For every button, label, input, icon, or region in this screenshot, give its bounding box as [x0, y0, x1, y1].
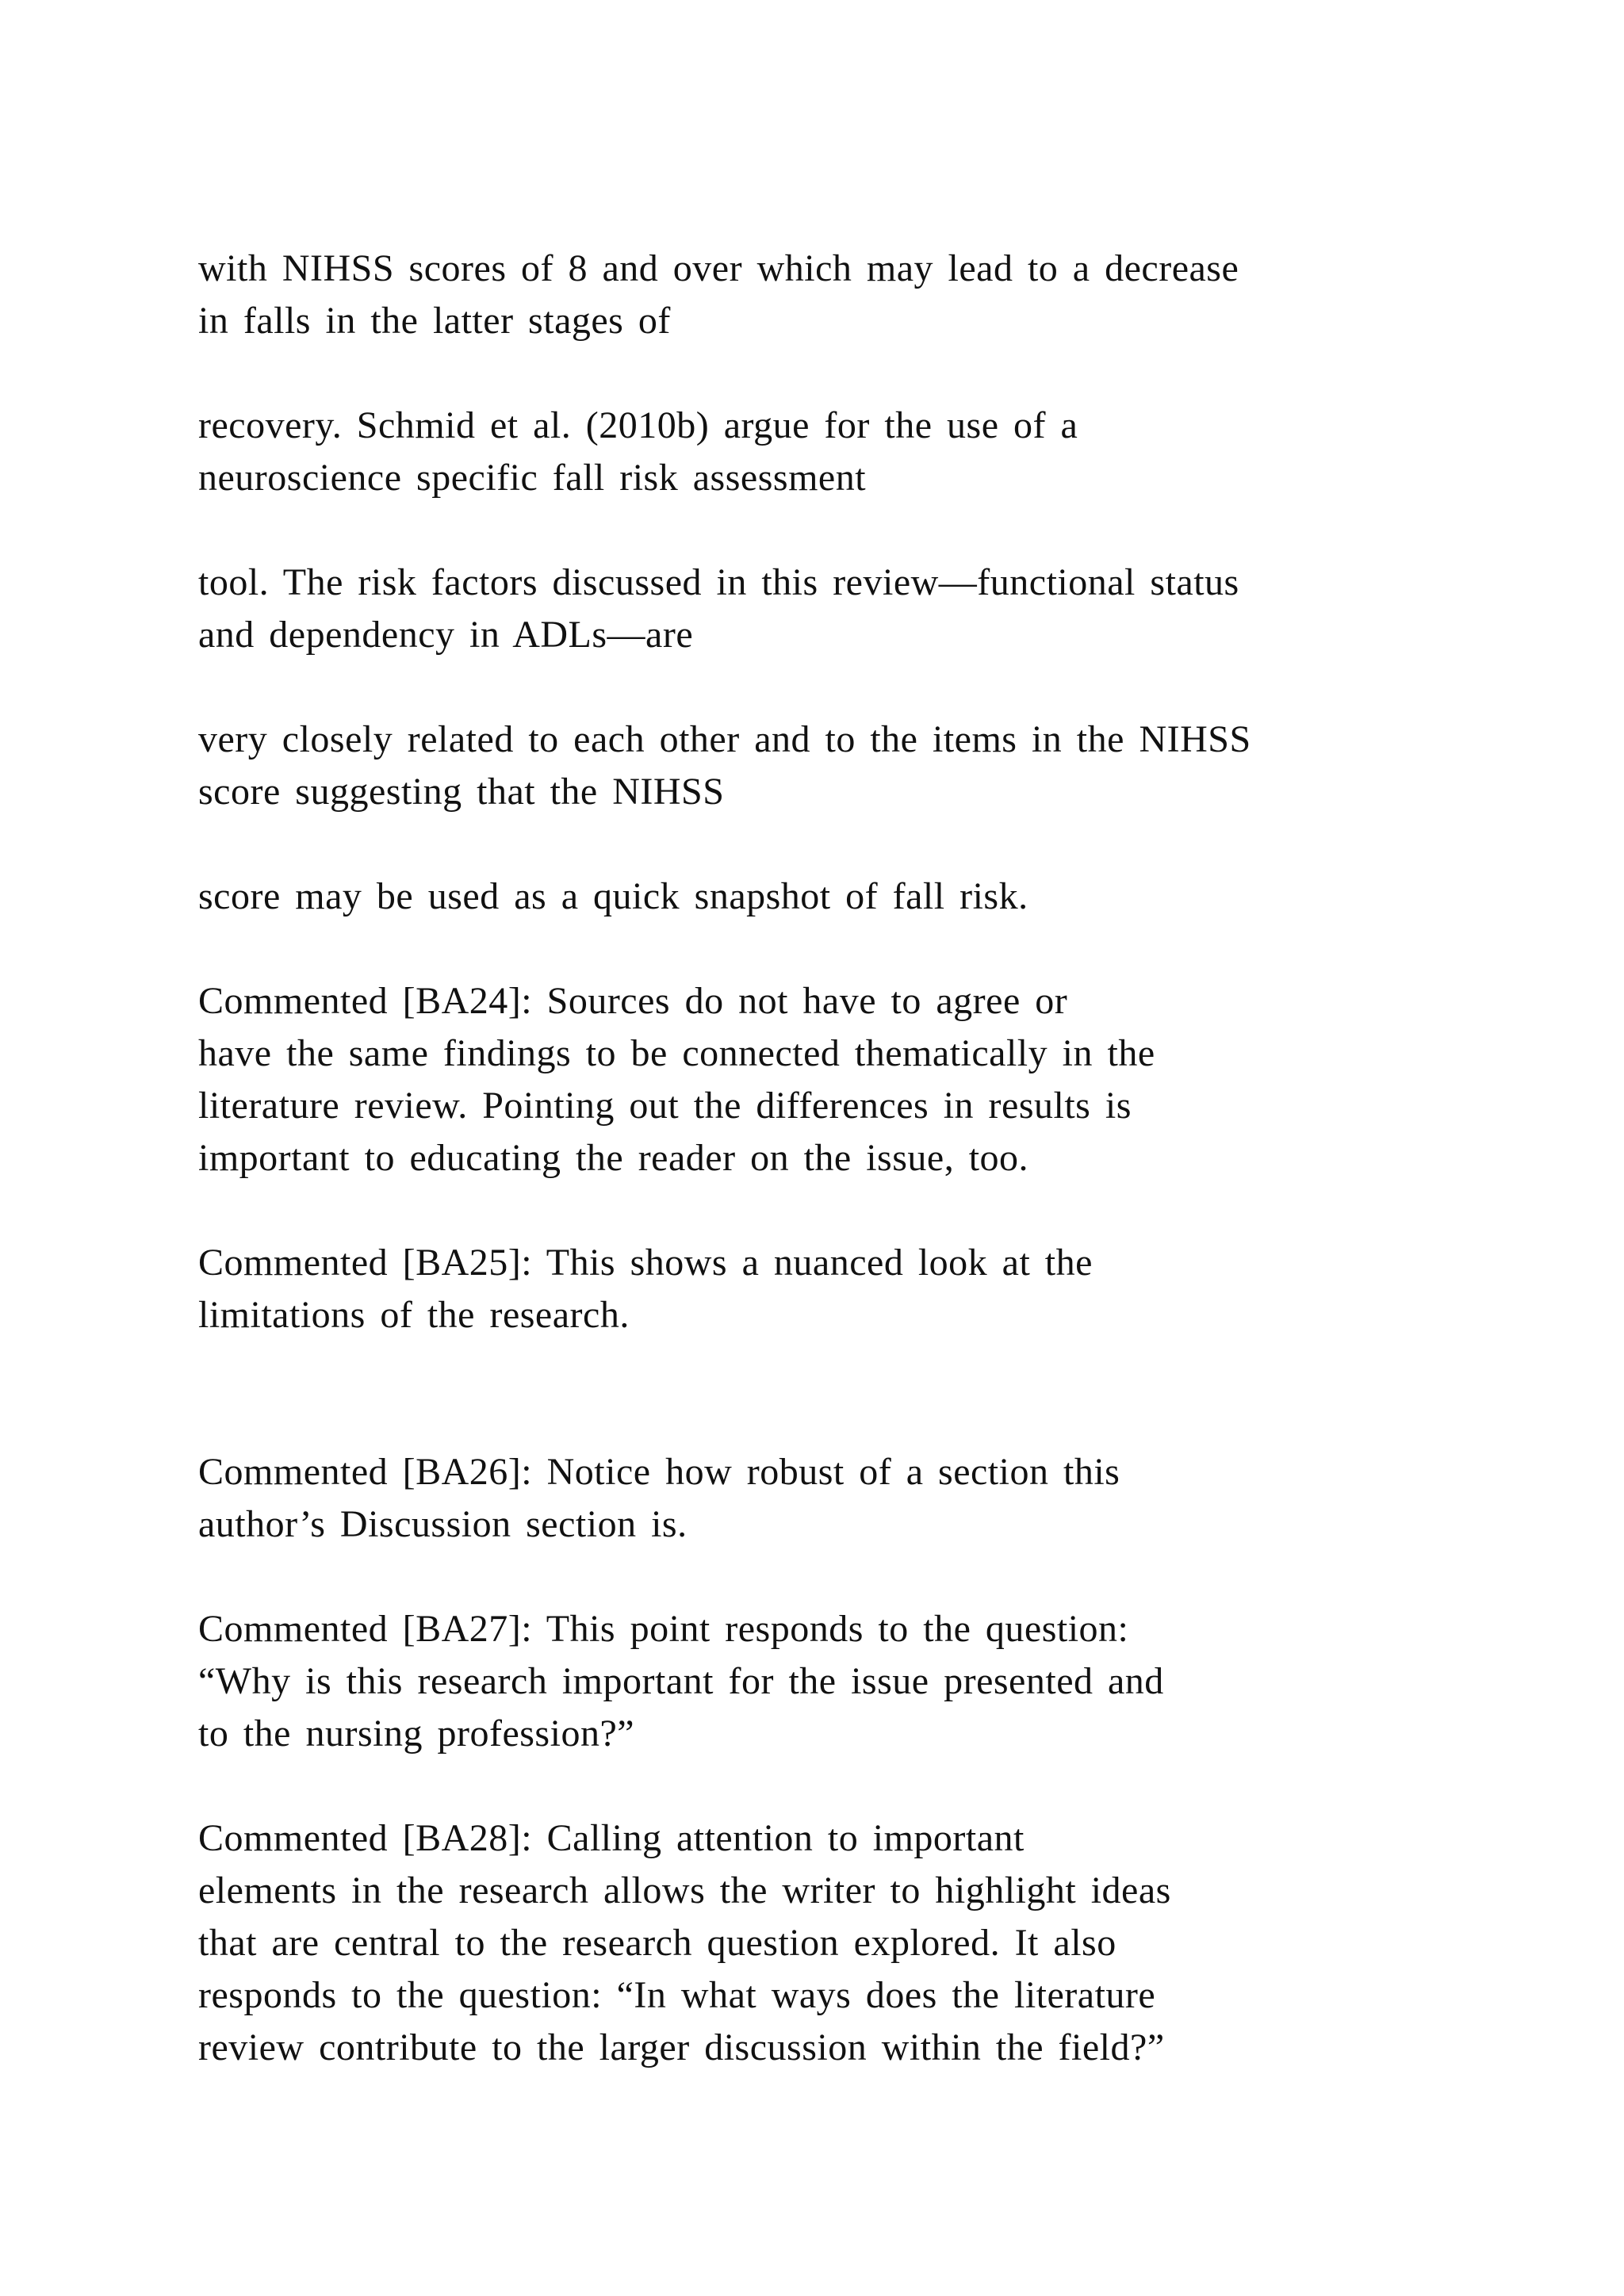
text-line: very closely related to each other and to the items in the NIHSS	[198, 718, 1251, 760]
text-line: and dependency in ADLs—are	[198, 614, 694, 656]
text-line: elements in the research allows the writer to highlight ideas	[198, 1869, 1171, 1911]
text-line: literature review. Pointing out the differences in results is	[198, 1085, 1132, 1127]
text-line: neuroscience specific fall risk assessment	[198, 457, 867, 499]
text-line: Commented [BA27]: This point responds to the question:	[198, 1608, 1129, 1650]
body-paragraph	[198, 400, 1507, 504]
text-line: recovery. Schmid et al. (2010b) argue for the use of a	[198, 404, 1078, 446]
text-line: “Why is this research important for the issue presented and	[198, 1660, 1164, 1702]
text-line: score suggesting that the NIHSS	[198, 771, 725, 813]
text-line: Commented [BA25]: This shows a nuanced look at the	[198, 1242, 1093, 1284]
comment-ba27	[198, 1603, 1507, 1760]
body-paragraph	[198, 871, 1507, 923]
text-line: review contribute to the larger discussion within the field?”	[198, 2026, 1165, 2068]
text-line: responds to the question: “In what ways does the literature	[198, 1974, 1156, 2016]
comment-ba25	[198, 1237, 1507, 1341]
text-line: limitations of the research.	[198, 1294, 630, 1336]
body-paragraph	[198, 557, 1507, 661]
body-paragraph	[198, 714, 1507, 818]
text-line: Commented [BA28]: Calling attention to important	[198, 1817, 1025, 1859]
comment-ba28	[198, 1812, 1507, 2074]
comment-ba24	[198, 975, 1507, 1184]
text-line: that are central to the research question explored. It also	[198, 1922, 1116, 1964]
text-line: tool. The risk factors discussed in this review—functional status	[198, 561, 1239, 603]
text-line: with NIHSS scores of 8 and over which may lead to a decrease	[198, 247, 1239, 289]
text-line: score may be used as a quick snapshot of fall risk.	[198, 875, 1028, 917]
body-paragraph	[198, 243, 1507, 347]
text-line: important to educating the reader on the issue, too.	[198, 1137, 1029, 1179]
text-line: Commented [BA26]: Notice how robust of a section this	[198, 1451, 1120, 1493]
text-line: Commented [BA24]: Sources do not have to agree or	[198, 980, 1068, 1022]
comment-ba26	[198, 1446, 1507, 1551]
text-line: have the same findings to be connected thematically in the	[198, 1032, 1155, 1074]
text-line: author’s Discussion section is.	[198, 1503, 688, 1545]
text-line: in falls in the latter stages of	[198, 300, 671, 342]
text-line: to the nursing profession?”	[198, 1712, 635, 1755]
